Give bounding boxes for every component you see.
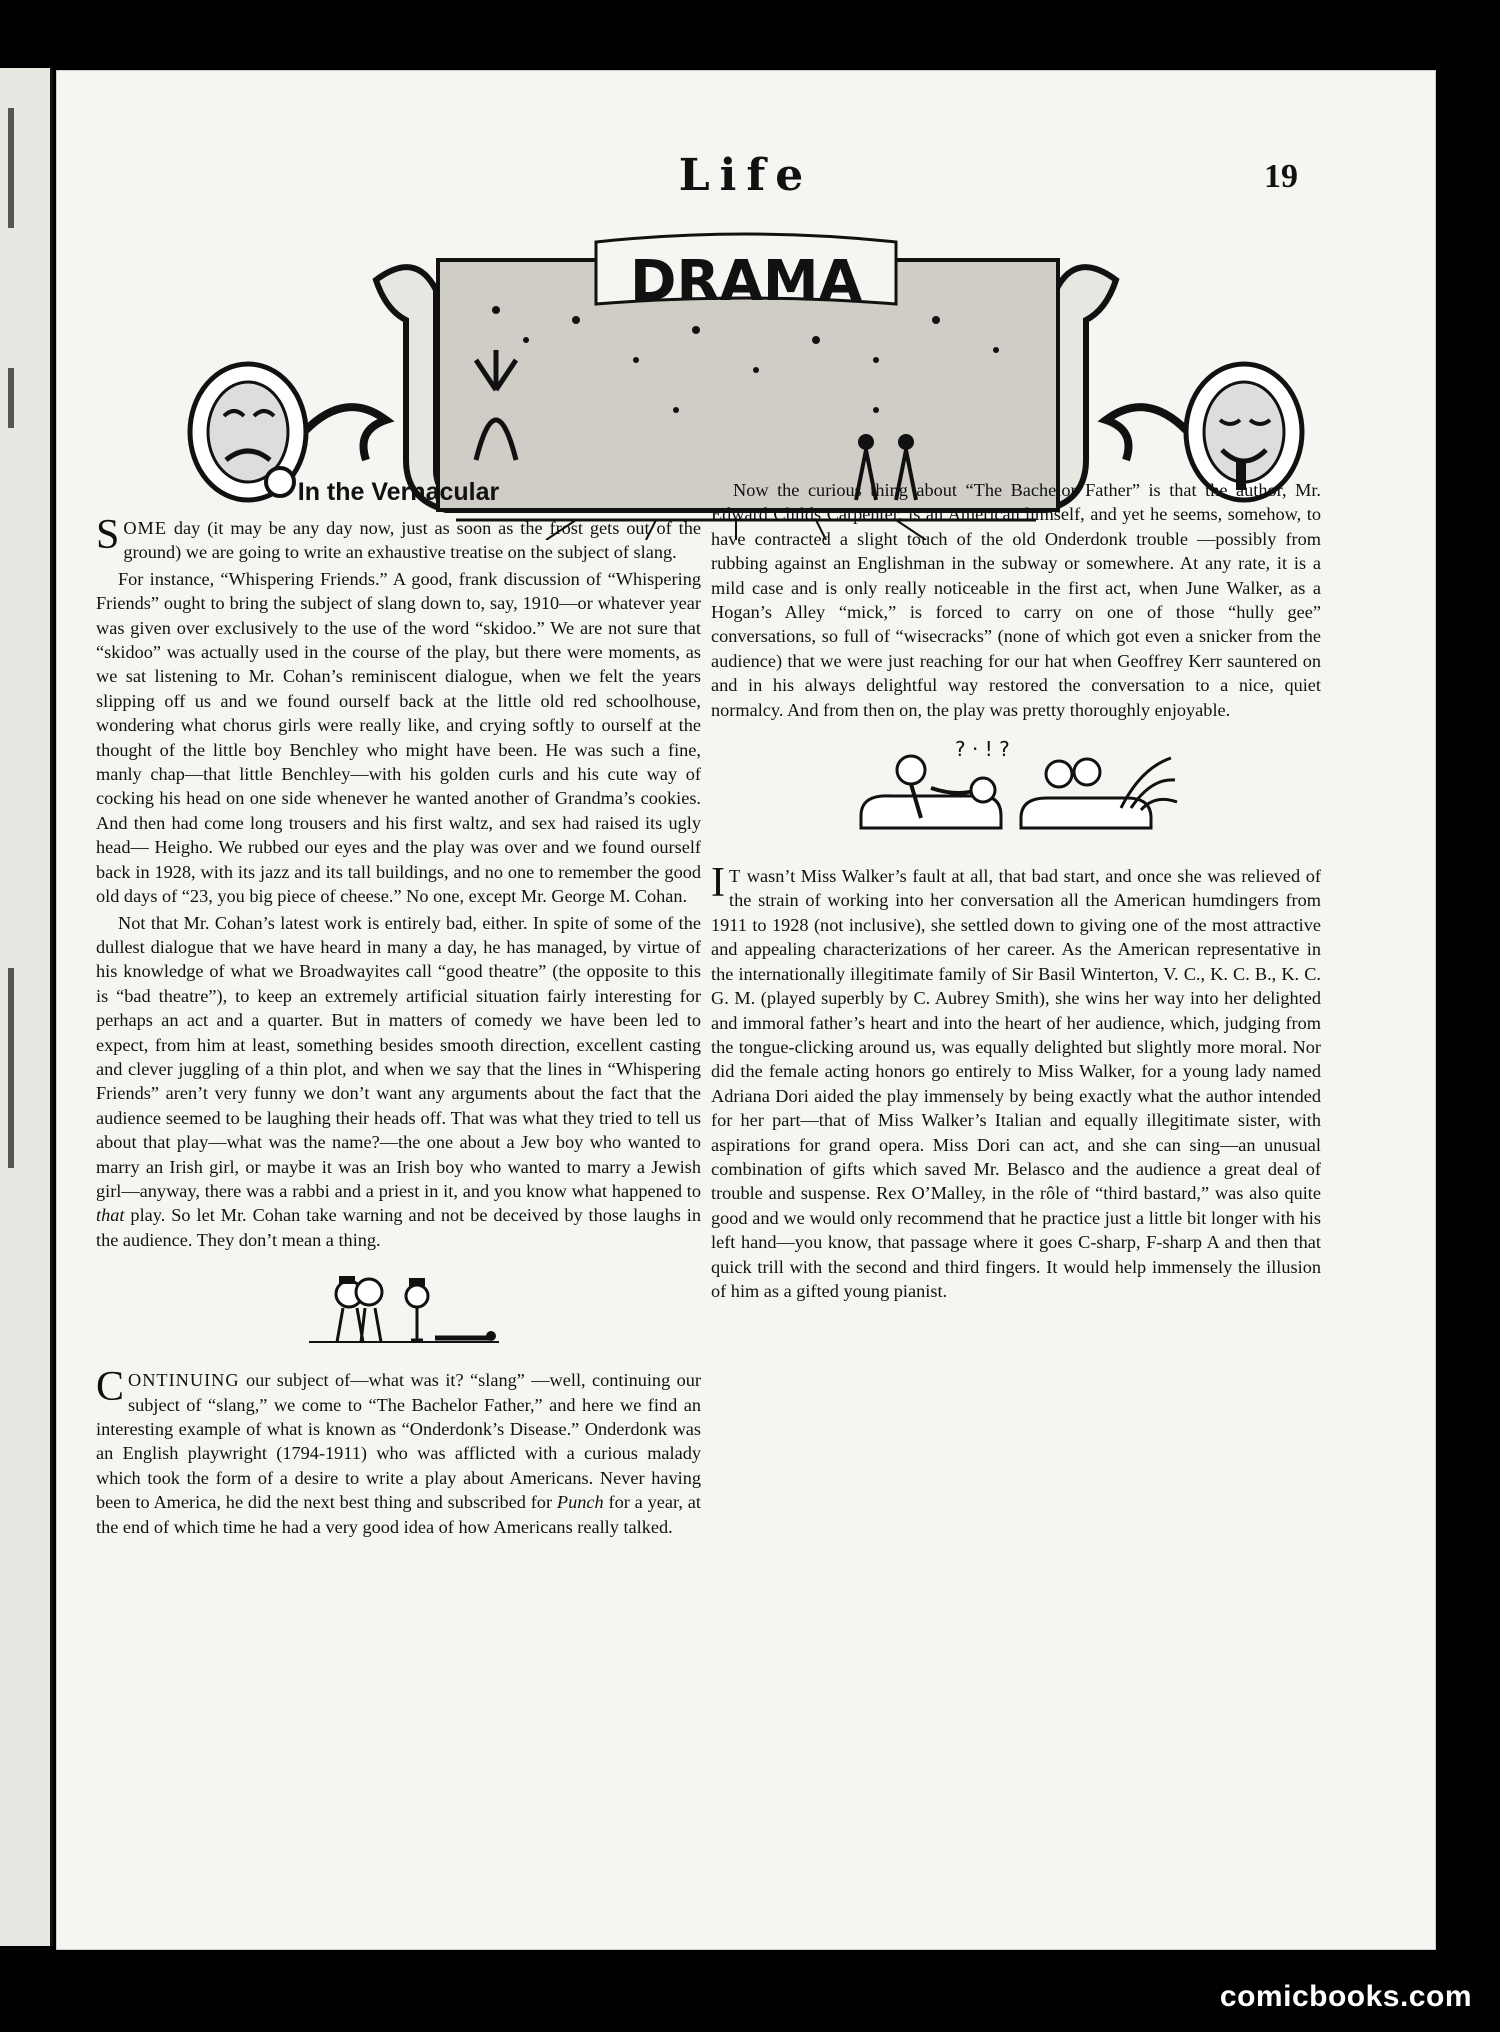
article-paragraph: CONTINUING our subject of—what was it? “slang” —well, continuing our subject of “slang,” we come to “The Bachelor Father,” and here we find an interesting example of what is known as “Onderdonk’s Disease.” Onderdonk was an English playwright (1794-1911) who was afflicted with a curious malady which took the form of a desire to write a play about Americans. Never having been to America, he did the next best thing and subscribed for Punch for a year, at the end of which time he had a very good idea of how Americans really talked. (96, 1364, 702, 1537)
svg-text:? · ! ?: ? · ! ? (955, 738, 1010, 762)
article-paragraph: Now the curious thing about “The Bachelor Father” is that the author, Mr. Edward Childs Carpenter, is an American himself, and yet he seems, somehow, to have contracted a slight touch of the old Onderdonk trouble —possibly from rubbing against an Englishman in the subway or somewhere. At any rate, it is a mild case and is only really noticeable in the first act, when June Walker, as a Hogan’s Alley “mick,” is forced to carry on one of those “hully gee” conversations, so full of “wisecracks” (none of which got even a snicker from the audience) that we were just reaching for our hat when Geoffrey Kerr sauntered on and in his always delightful way restored the conversation to a nice, quiet normalcy. And from then on, the play was pretty thoroughly enjoyable. (711, 480, 1321, 720)
article-paragraph: SOME day (it may be any day now, just as soon as the frost gets out of the ground) we are going to write an exhaustive treatise on the subject of slang. (96, 512, 701, 563)
cartoon-sofa-illustration (851, 738, 1181, 838)
source-watermark: comicbooks.com (1219, 1980, 1472, 2013)
magazine-page (56, 70, 1436, 1950)
article-headline: In the Vernacular (297, 478, 500, 506)
drop-cap: S (96, 512, 120, 558)
article-column-right (686, 478, 1321, 1303)
article-column-left (96, 478, 701, 1539)
article-paragraph: I T wasn’t Miss Walker’s fault at all, that bad start, and once she was relieved of the strain of working into her conversation all the American humdingers from 1911 to 1928 (not inclusive), she settled down to giving one of the most attractive and appealing characterizations of her career. As the American representative in the internationally illegitimate family of Sir Basil Winterton, V. C., K. C. B., K. C. G. M. (played superbly by C. Aubrey Smith), she wins her way into her delighted and immoral father’s heart and into the heart of her audience, which, judging from the tongue-clicking around us, was equally delighted but slightly more moral. Nor did the female acting honors go entirely to Miss Walker, for a young lady named Adriana Dori aided the play immensely by being exactly what the author intended for her part—that of Miss Walker’s Italian and equally illegitimate sister, with aspirations for grand opera. Miss Dori can act, and she can sing—an unusual combination of gifts which saved Mr. Belasco and the audience a great deal of trouble and suspense. Rex O’Malley, in the rôle of “third bastard,” was also quite good and we would only recommend that he practice just a little bit longer with his left hand—you know, that passage where it goes C-sharp, F-sharp A and then that quick trill with the second and third fingers. It would help immensely the illusion of him as a gifted young pianist. (711, 860, 1321, 1301)
masthead-title: Life (678, 150, 814, 201)
page-number: 19 (1264, 158, 1298, 195)
article-paragraph: For instance, “Whispering Friends.” A good, frank discussion of “Whispering Friends” ought to bring the subject of slang down to, say, 1910—or whatever year was given over exclusively to the use of the word “skidoo.” We are not sure that “skidoo” was actually used in the course of the play, but there were moments, as we sat listening to Mr. Cohan’s reminiscent dialogue, when we felt the years slipping off us and we found ourself back at the little old red schoolhouse, wondering what chorus girls were really like, and crying softly to ourself at the thought of the little boy Benchley who might have been. He was such a fine, manly chap—that little Benchley—with his golden curls and his cute way of cocking his head on one side whenever he wanted another of Grandma’s cookies. And then had come long trousers and his first waltz, and sex had raised its ugly head— Heigho. We rubbed our eyes and the play was over and we found ourself back in 1928, with its jazz and its tall buildings, and no one to remember the good old days of “23, you big piece of cheese.” No one, except Mr. George M. Cohan. (96, 568, 701, 907)
adjacent-page-edge (0, 68, 53, 1946)
banner-title: DRAMA (629, 249, 863, 314)
drop-cap: I (711, 860, 725, 907)
cartoon-couple-illustration (299, 1272, 499, 1344)
drop-cap: C (96, 1364, 125, 1411)
article-paragraph: Not that Mr. Cohan’s latest work is entirely bad, either. In spite of some of the dullest dialogue that we have heard in many a day, he has managed, by virtue of his knowledge of what we Broadwayites call “good theatre” (the opposite to this is “bad theatre”), to keep an extremely artificial situation fairly interesting for perhaps an act and a quarter. But in matters of comedy we have been led to expect, from him at least, something besides smooth direction, excellent casting and clever juggling of a thin plot, and when we say that the lines in “Whispering Friends” aren’t very funny we don’t want any arguments about the fact that the audience seemed to be laughing their heads off. That was what they tried to tell us about that play—what was the name?—the one about a Jew boy who wanted to marry an Irish girl, or maybe it was an Irish boy who wanted to marry a Jewish girl—anyway, there was a rabbi and a priest in it, and you know what happened to that play. So let Mr. Cohan take warning and not be deceived by those laughs in the audience. They don’t mean a thing. (96, 912, 701, 1250)
